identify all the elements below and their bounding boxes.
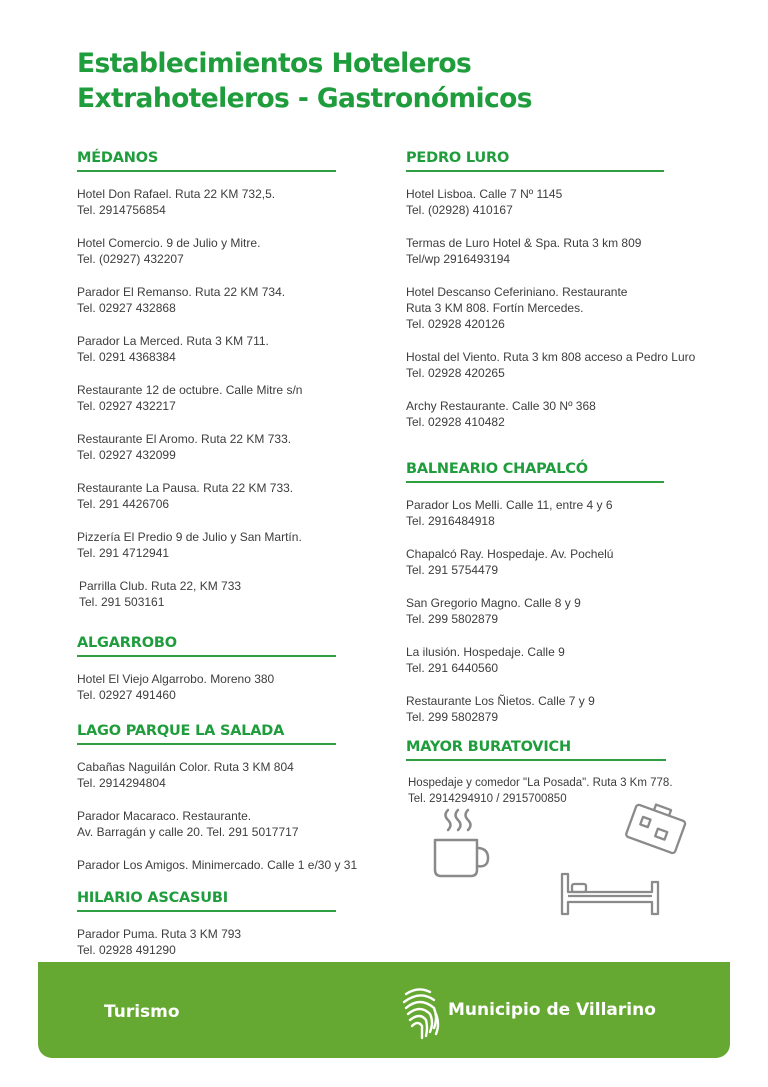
list-item: Cabañas Naguilán Color. Ruta 3 KM 804 Tel. 2914294804 xyxy=(77,760,294,791)
footer-banner xyxy=(38,962,730,1058)
list-item: Restaurante 12 de octubre. Calle Mitre s/n Tel. 02927 432217 xyxy=(77,383,303,414)
suitcase-icon xyxy=(622,800,690,856)
page-title-line2: Extrahoteleros - Gastronómicos xyxy=(77,83,532,114)
section-medanos xyxy=(77,150,336,627)
list-item: Pizzería El Predio 9 de Julio y San Martín. Tel. 291 4712941 xyxy=(77,530,302,561)
list-item: Hotel Comercio. 9 de Julio y Mitre. Tel. (02927) 432207 xyxy=(77,236,261,267)
section-title: HILARIO ASCASUBI xyxy=(77,890,336,912)
list-item: Restaurante Los Ñietos. Calle 7 y 9 Tel. 299 5802879 xyxy=(406,694,595,725)
bed-icon xyxy=(558,872,662,918)
list-item: Parador Los Amigos. Minimercado. Calle 1 e/30 y 31 xyxy=(77,858,358,872)
list-item: Parador Puma. Ruta 3 KM 793 Tel. 02928 491290 xyxy=(77,927,242,958)
fingerprint-logo-icon xyxy=(400,984,442,1040)
footer-municipio: Municipio de Villarino xyxy=(448,1000,656,1020)
list-item: Parador El Remanso. Ruta 22 KM 734. Tel. 02927 432868 xyxy=(77,285,286,316)
list-item: Hotel Lisboa. Calle 7 Nº 1145 Tel. (02928) 410167 xyxy=(406,187,563,218)
section-title: LAGO PARQUE LA SALADA xyxy=(77,723,336,745)
list-item: Parador La Merced. Ruta 3 KM 711. Tel. 0291 4368384 xyxy=(77,334,269,365)
list-item: Hotel Descanso Ceferiniano. Restaurante Ruta 3 KM 808. Fortín Mercedes. Tel. 02928 420126 xyxy=(406,285,628,332)
list-item: Hotel El Viejo Algarrobo. Moreno 380 Tel. 02927 491460 xyxy=(77,672,275,703)
list-item: Restaurante La Pausa. Ruta 22 KM 733. Tel. 291 4426706 xyxy=(77,481,294,512)
list-item: Parador Macaraco. Restaurante. Av. Barragán y calle 20. Tel. 291 5017717 xyxy=(77,809,299,840)
footer-turismo: Turismo xyxy=(104,1002,180,1022)
section-title: PEDRO LURO xyxy=(406,150,664,172)
section-title: MAYOR BURATOVICH xyxy=(406,739,666,761)
list-item: Chapalcó Ray. Hospedaje. Av. Pochelú Tel. 291 5754479 xyxy=(406,547,614,578)
coffee-cup-icon xyxy=(430,806,492,878)
section-balneario-chapalco xyxy=(406,461,664,742)
list-item: Archy Restaurante. Calle 30 Nº 368 Tel. 02928 410482 xyxy=(406,399,596,430)
list-item: San Gregorio Magno. Calle 8 y 9 Tel. 299 5802879 xyxy=(406,596,581,627)
list-item: Restaurante El Aromo. Ruta 22 KM 733. Tel. 02927 432099 xyxy=(77,432,292,463)
page-title-line1: Establecimientos Hoteleros xyxy=(77,48,472,79)
list-item: Termas de Luro Hotel & Spa. Ruta 3 km 809 Tel/wp 2916493194 xyxy=(406,236,642,267)
list-item: La ilusión. Hospedaje. Calle 9 Tel. 291 6440560 xyxy=(406,645,565,676)
section-title: BALNEARIO CHAPALCÓ xyxy=(406,461,664,483)
page-title xyxy=(77,46,532,116)
list-item: Hostal del Viento. Ruta 3 km 808 acceso a Pedro Luro Tel. 02928 420265 xyxy=(406,350,696,381)
section-algarrobo xyxy=(77,635,336,720)
section-pedro-luro xyxy=(406,150,696,447)
section-lago-parque-la-salada xyxy=(77,723,358,890)
section-title: ALGARROBO xyxy=(77,635,336,657)
section-title: MÉDANOS xyxy=(77,150,336,172)
list-item: Parador Los Melli. Calle 11, entre 4 y 6 Tel. 2916484918 xyxy=(406,498,613,529)
list-item: Hospedaje y comedor "La Posada". Ruta 3 Km 778. Tel. 2914294910 / 2915700850 xyxy=(408,777,673,806)
list-item: Parrilla Club. Ruta 22, KM 733 Tel. 291 503161 xyxy=(79,579,242,610)
list-item: Hotel Don Rafael. Ruta 22 KM 732,5. Tel. 2914756854 xyxy=(77,187,276,218)
